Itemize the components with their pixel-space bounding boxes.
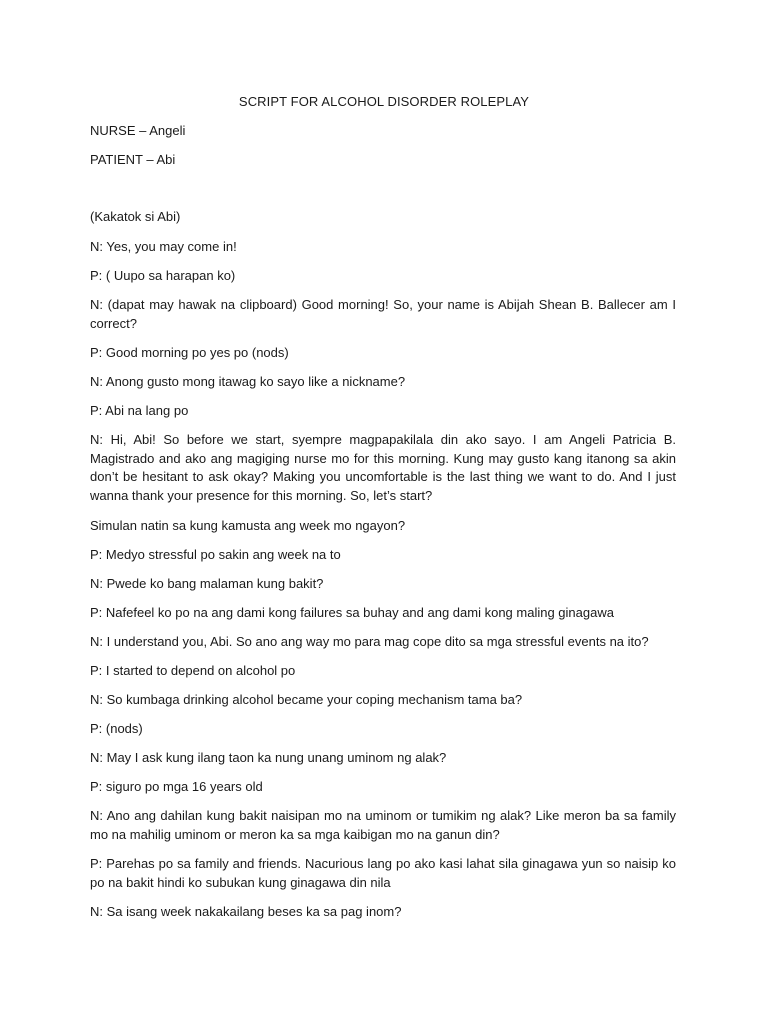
dialogue-line: N: Sa isang week nakakailang beses ka sa pag inom? [90, 904, 402, 919]
dialogue-line: N: Anong gusto mong itawag ko sayo like a nickname? [90, 374, 406, 389]
dialogue-line: P: Medyo stressful po sakin ang week na to [90, 547, 341, 562]
cast-patient: PATIENT – Abi [90, 152, 176, 167]
dialogue-line: P: Nafefeel ko po na ang dami kong failures sa buhay and ang dami kong maling ginagawa [90, 605, 614, 620]
stage-direction: (Kakatok si Abi) [90, 209, 181, 224]
cast-nurse: NURSE – Angeli [90, 123, 186, 138]
dialogue-line: Simulan natin sa kung kamusta ang week mo ngayon? [90, 518, 406, 533]
dialogue-line: P: Parehas po sa family and friends. Nacurious lang po ako kasi lahat sila ginagawa yun so naisip ko po na bakit hindi ko subukan kung ginagawa din nila [90, 856, 676, 890]
dialogue-line: N: May I ask kung ilang taon ka nung unang uminom ng alak? [90, 750, 447, 765]
dialogue-line: N: Hi, Abi! So before we start, syempre magpapakilala din ako sayo. I am Angeli Patricia B. Magistrado and ako ang magiging nurse mo for this morning. Kung may gusto kang itanong sa akin don’t be hesitant to ask okay? Making you uncomfortable is the last thing we want to do. And I just wanna thank your presence for this morning. So, let’s start? [90, 432, 676, 503]
dialogue-line: N: Yes, you may come in! [90, 239, 237, 254]
dialogue-line: P: ( Uupo sa harapan ko) [90, 268, 236, 283]
dialogue-line: P: I started to depend on alcohol po [90, 663, 296, 678]
document-title: SCRIPT FOR ALCOHOL DISORDER ROLEPLAY [238, 94, 530, 109]
dialogue-line: N: Ano ang dahilan kung bakit naisipan mo na uminom or tumikim ng alak? Like meron ba sa family mo na mahilig uminom or meron ka sa mga kaibigan mo na ganun din? [90, 808, 676, 842]
dialogue-line: N: So kumbaga drinking alcohol became your coping mechanism tama ba? [90, 692, 523, 707]
dialogue-line: N: I understand you, Abi. So ano ang way mo para mag cope dito sa mga stressful events na ito? [90, 634, 649, 649]
dialogue-line: N: Pwede ko bang malaman kung bakit? [90, 576, 324, 591]
dialogue-line: P: siguro po mga 16 years old [90, 779, 263, 794]
dialogue-line: P: Abi na lang po [90, 403, 189, 418]
dialogue-line: N: (dapat may hawak na clipboard) Good morning! So, your name is Abijah Shean B. Ballecer am I correct? [90, 297, 676, 331]
dialogue-line: P: Good morning po yes po (nods) [90, 345, 289, 360]
dialogue-line: P: (nods) [90, 721, 143, 736]
